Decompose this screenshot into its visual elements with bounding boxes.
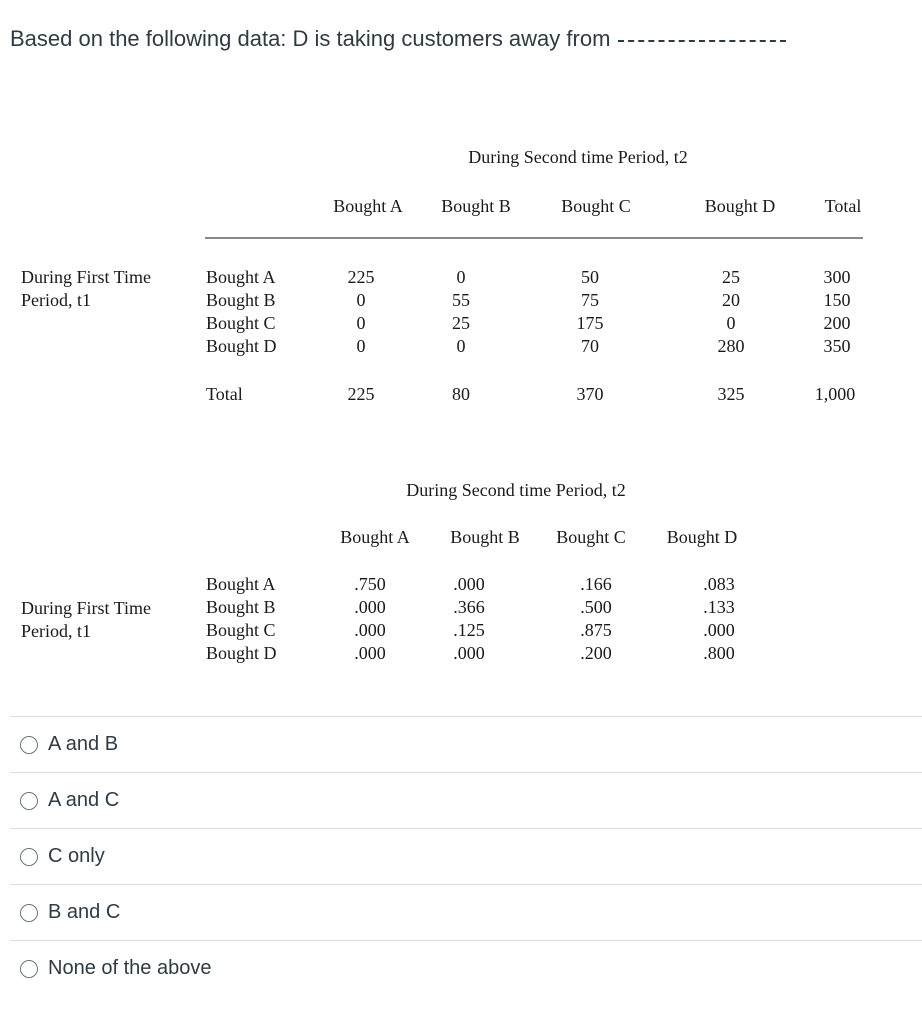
table2-row-labels [206, 573, 277, 665]
table1-row-labels [206, 266, 277, 358]
table2-cell: .000 [453, 574, 485, 594]
table2-cell: .500 [580, 597, 612, 617]
table2-cell: .166 [580, 574, 612, 594]
table2-cell: .750 [354, 574, 386, 594]
table1-col-total-values [824, 266, 851, 358]
table2-col-c-values [580, 573, 612, 665]
table1-col-a-values [348, 266, 375, 358]
table2-cell: .000 [354, 620, 386, 640]
table1-cell: 280 [717, 336, 745, 356]
table1-cell: 50 [581, 267, 599, 287]
table1-cell: 150 [823, 290, 851, 310]
table1-row-label-a: Bought A [206, 267, 276, 287]
table1-total-a: 225 [347, 384, 375, 404]
question-text [10, 26, 786, 52]
option-label: B and C [48, 901, 121, 923]
table2-row-group-label [21, 597, 151, 643]
table2-row-label-c: Bought C [206, 620, 276, 640]
option-label: A and B [48, 733, 119, 755]
table1-col-header-d: Bought D [704, 196, 776, 216]
table2-period-header: During Second time Period, t2 [406, 480, 626, 500]
answer-options [10, 716, 922, 996]
radio-button[interactable] [20, 904, 38, 922]
table1-col-header-c: Bought C [561, 196, 631, 216]
table1-row-group-line2: Period, t1 [21, 290, 91, 310]
option-c-only[interactable] [10, 828, 922, 884]
radio-button[interactable] [20, 736, 38, 754]
table1-cell: 25 [452, 313, 470, 333]
table2-cell: .800 [703, 643, 735, 663]
table2-col-b-values [453, 573, 485, 665]
table1-col-header-b: Bought B [441, 196, 511, 216]
table1-cell: 0 [726, 313, 736, 333]
table1-total-grand: 1,000 [814, 384, 856, 404]
table1-cell: 55 [452, 290, 470, 310]
radio-button[interactable] [20, 848, 38, 866]
table1-cell: 0 [356, 336, 366, 356]
table1-col-d-values [718, 266, 745, 358]
table2-cell: .000 [354, 597, 386, 617]
table2-col-header-c: Bought C [556, 527, 626, 547]
table1-row-group-line1: During First Time [21, 267, 152, 287]
table1-total-c: 370 [576, 384, 604, 404]
table1-cell: 200 [823, 313, 851, 333]
table2-row-label-a: Bought A [206, 574, 276, 594]
table1-cell: 0 [356, 290, 366, 310]
table1-cell: 25 [722, 267, 740, 287]
table1-row-label-d: Bought D [206, 336, 277, 356]
table2-cell: .000 [703, 620, 735, 640]
option-a-and-c[interactable] [10, 772, 922, 828]
option-label: A and C [48, 789, 120, 811]
table1-cell: 350 [823, 336, 851, 356]
table1-col-b-values [452, 266, 470, 358]
option-label: None of the above [48, 957, 212, 979]
answer-blank [618, 40, 786, 42]
table1-total-b: 80 [452, 384, 470, 404]
table2-col-header-a: Bought A [340, 527, 410, 547]
table1-cell: 70 [581, 336, 599, 356]
radio-button[interactable] [20, 792, 38, 810]
table1-row-label-b: Bought B [206, 290, 276, 310]
table2-col-header-b: Bought B [450, 527, 520, 547]
option-label: C only [48, 845, 105, 867]
table2-cell: .133 [703, 597, 735, 617]
table1-col-header-total: Total [824, 196, 862, 216]
table2-col-d-values [703, 573, 735, 665]
table2-cell: .000 [453, 643, 485, 663]
radio-button[interactable] [20, 960, 38, 978]
option-b-and-c[interactable] [10, 884, 922, 940]
table1-cell: 0 [456, 336, 466, 356]
table1-cell: 75 [581, 290, 599, 310]
table1-cell: 175 [576, 313, 604, 333]
table1-col-c-values [577, 266, 604, 358]
table2-cell: .366 [453, 597, 485, 617]
table1-header-rule [205, 237, 863, 239]
table1-cell: 300 [823, 267, 851, 287]
table1-col-header-a: Bought A [333, 196, 403, 216]
option-a-and-b[interactable] [10, 716, 922, 772]
table2-cell: .083 [703, 574, 735, 594]
table1-total-label: Total [206, 384, 243, 404]
table2-col-header-d: Bought D [666, 527, 738, 547]
table1-cell: 20 [722, 290, 740, 310]
table1-cell: 0 [356, 313, 366, 333]
table1-cell: 225 [347, 267, 375, 287]
table1-period-header: During Second time Period, t2 [468, 147, 688, 167]
table1-row-group-label [21, 266, 151, 312]
table2-row-label-d: Bought D [206, 643, 277, 663]
table1-row-label-c: Bought C [206, 313, 276, 333]
table2-row-group-line1: During First Time [21, 598, 152, 618]
question-prompt: Based on the following data: D is taking customers away from [10, 26, 611, 51]
table2-col-a-values [354, 573, 386, 665]
table2-cell: .000 [354, 643, 386, 663]
table1-cell: 0 [456, 267, 466, 287]
table2-cell: .875 [580, 620, 612, 640]
table2-row-label-b: Bought B [206, 597, 276, 617]
table1-total-d: 325 [717, 384, 745, 404]
table2-cell: .125 [453, 620, 485, 640]
table2-cell: .200 [580, 643, 612, 663]
option-none-of-the-above[interactable] [10, 940, 922, 996]
table2-row-group-line2: Period, t1 [21, 621, 91, 641]
